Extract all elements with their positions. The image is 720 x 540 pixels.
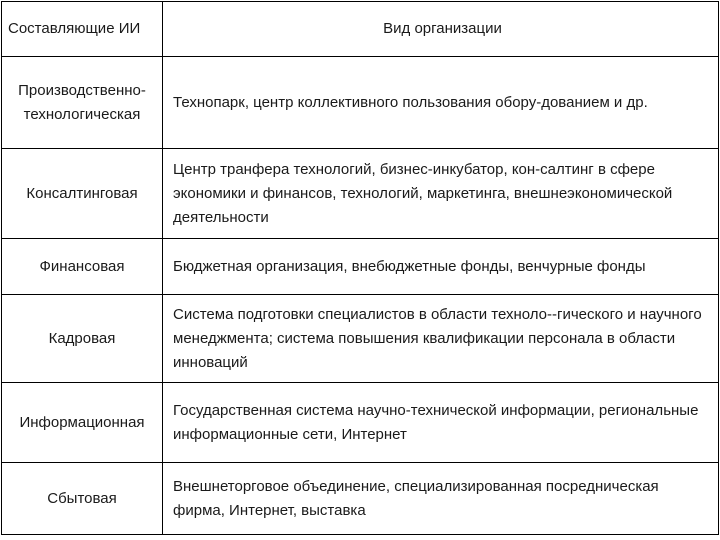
organization-text: Бюджетная организация, внебюджетные фонды, венчурные фонды <box>173 257 646 275</box>
organization-cell <box>163 295 719 383</box>
components-table-container <box>1 1 718 536</box>
table-row <box>2 149 719 239</box>
organization-text: Государственная система научно-технической информации, региональные информационные сети, Интернет <box>173 401 699 443</box>
component-cell <box>2 383 163 463</box>
header-organization-type <box>163 2 719 57</box>
component-label: Консалтинговая <box>26 184 138 202</box>
components-table <box>1 1 719 535</box>
table-row <box>2 295 719 383</box>
table-row <box>2 239 719 295</box>
table-row <box>2 463 719 535</box>
header-components-label: Составляющие ИИ <box>8 20 141 37</box>
organization-text: Система подготовки специалистов в области техноло--гического и научного менеджмента; система повышения квалификации персонала в области инноваций <box>173 305 702 371</box>
organization-text: Технопарк, центр коллективного пользования обору-дованием и др. <box>173 93 648 111</box>
organization-cell <box>163 239 719 295</box>
organization-cell <box>163 463 719 535</box>
component-label: Информационная <box>19 413 145 431</box>
component-label: Сбытовая <box>47 489 117 507</box>
table-row <box>2 57 719 149</box>
component-label: Финансовая <box>39 257 125 275</box>
component-cell <box>2 463 163 535</box>
header-organization-type-label: Вид организации <box>383 20 502 37</box>
organization-cell <box>163 57 719 149</box>
component-cell <box>2 239 163 295</box>
organization-text: Внешнеторговое объединение, специализированная посредническая фирма, Интернет, выставка <box>173 477 659 519</box>
component-label-line-1: Производственно- <box>18 81 146 99</box>
table-row <box>2 383 719 463</box>
organization-text: Центр транфера технологий, бизнес-инкубатор, кон-салтинг в сфере экономики и финансов, технологий, маркетинга, внешнеэкономической деятельности <box>173 160 673 226</box>
component-cell <box>2 295 163 383</box>
component-label: Кадровая <box>48 329 116 347</box>
organization-cell <box>163 383 719 463</box>
component-label-line-2: технологическая <box>23 105 141 123</box>
organization-cell <box>163 149 719 239</box>
component-cell <box>2 57 163 149</box>
component-cell <box>2 149 163 239</box>
table-header-row <box>2 2 719 57</box>
header-components <box>2 2 163 57</box>
